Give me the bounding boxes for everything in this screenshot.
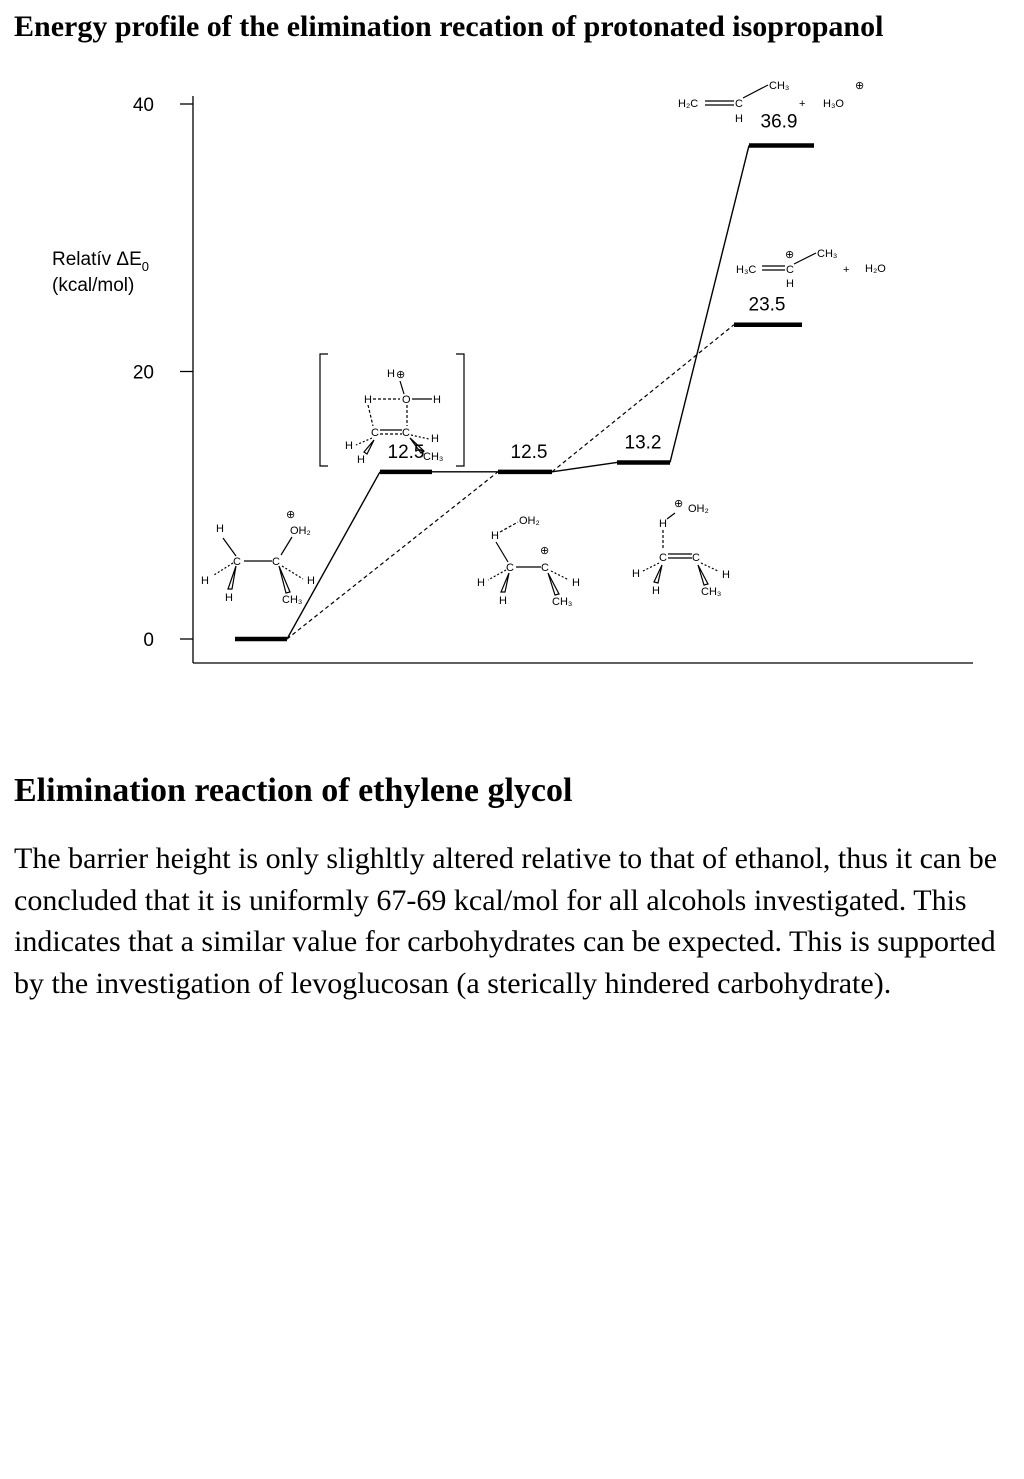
complex-structure <box>477 515 580 608</box>
y-axis-label-line2: (kcal/mol) <box>52 275 135 296</box>
svg-text:H: H <box>632 568 640 580</box>
energy-label-pre-product: 13.2 <box>624 432 662 454</box>
svg-text:CH₃: CH₃ <box>817 248 838 260</box>
svg-text:H: H <box>364 394 372 406</box>
svg-text:H: H <box>786 278 794 290</box>
reactant-structure <box>201 509 315 606</box>
svg-text:C: C <box>506 562 514 574</box>
svg-text:OH₂: OH₂ <box>519 515 540 527</box>
cation-water-structure <box>736 248 886 290</box>
svg-text:OH₂: OH₂ <box>290 525 311 537</box>
section-heading: Elimination reaction of ethylene glycol <box>14 772 573 809</box>
svg-text:H: H <box>652 585 660 597</box>
svg-text:C: C <box>402 427 410 439</box>
svg-text:CH₃: CH₃ <box>282 594 303 606</box>
svg-text:⊕: ⊕ <box>286 509 296 521</box>
energy-profile-chart <box>0 60 1024 700</box>
section-paragraph: The barrier height is only slighltly altered relative to that of ethanol, thus it can be concluded that it is uniformly 67-69 kcal/mol for all alcohols investigated. This indicates that a similar value for carbohydrates can be expected. This is supported by the investigation of levoglucosan (a sterically hindered carbohydrate). <box>14 842 998 1000</box>
energy-label-complex: 12.5 <box>510 441 548 463</box>
svg-text:+: + <box>843 264 850 276</box>
svg-text:C: C <box>659 552 667 564</box>
svg-text:H₂C: H₂C <box>678 98 699 110</box>
energy-label-propene: 36.9 <box>760 111 798 133</box>
y-tick-label: 20 <box>132 362 154 384</box>
svg-text:⊕: ⊕ <box>785 249 795 261</box>
svg-text:H: H <box>572 577 580 589</box>
y-tick-label: 0 <box>143 630 154 651</box>
svg-text:⊕: ⊕ <box>396 369 406 381</box>
svg-text:⊕: ⊕ <box>855 80 865 92</box>
svg-text:+: + <box>799 98 806 110</box>
svg-text:CH₃: CH₃ <box>769 80 790 92</box>
svg-text:C: C <box>692 552 700 564</box>
pre-product-structure <box>632 498 730 598</box>
energy-label-cation: 23.5 <box>748 294 786 316</box>
dashed-connector <box>287 472 498 639</box>
energy-value-labels <box>388 111 798 462</box>
svg-text:H: H <box>659 518 667 530</box>
solid-connector <box>287 472 380 639</box>
svg-text:H: H <box>357 454 365 466</box>
svg-text:H: H <box>491 530 499 542</box>
energy-label-ts: 12.5 <box>387 441 425 463</box>
svg-text:O: O <box>402 394 411 406</box>
svg-text:CH₃: CH₃ <box>423 451 444 463</box>
svg-text:H: H <box>433 394 441 406</box>
solid-connector <box>552 462 617 471</box>
svg-text:H: H <box>722 569 730 581</box>
svg-text:⊕: ⊕ <box>674 498 684 510</box>
svg-text:C: C <box>786 264 794 276</box>
svg-text:H: H <box>387 368 395 380</box>
svg-text:H: H <box>431 433 439 445</box>
energy-levels <box>235 145 814 639</box>
svg-text:H: H <box>735 113 743 125</box>
connector-lines <box>287 145 749 639</box>
svg-text:OH₂: OH₂ <box>688 503 709 515</box>
svg-text:CH₃: CH₃ <box>701 586 722 598</box>
solid-connector <box>670 145 749 462</box>
svg-text:C: C <box>371 427 379 439</box>
svg-text:H₃O: H₃O <box>823 98 844 110</box>
page-title: Energy profile of the elimination recation of protonated isopropanol <box>14 10 884 43</box>
svg-text:CH₃: CH₃ <box>552 596 573 608</box>
svg-text:C: C <box>735 98 743 110</box>
svg-text:H: H <box>345 440 353 452</box>
svg-text:⊕: ⊕ <box>540 545 550 557</box>
svg-text:H: H <box>201 575 209 587</box>
svg-text:H₂O: H₂O <box>865 263 886 275</box>
svg-text:H: H <box>499 595 507 607</box>
svg-text:H₃C: H₃C <box>736 264 757 276</box>
svg-text:H: H <box>225 592 233 604</box>
y-tick-label: 40 <box>132 95 154 116</box>
y-ticks <box>133 95 193 651</box>
svg-text:H: H <box>216 523 224 535</box>
svg-text:H: H <box>477 577 485 589</box>
svg-text:C: C <box>233 556 241 568</box>
svg-text:H: H <box>307 575 315 587</box>
y-axis-label-line1: Relatív $\Delta E_0$ <box>52 249 150 274</box>
svg-text:C: C <box>272 556 280 568</box>
svg-text:C: C <box>541 562 549 574</box>
